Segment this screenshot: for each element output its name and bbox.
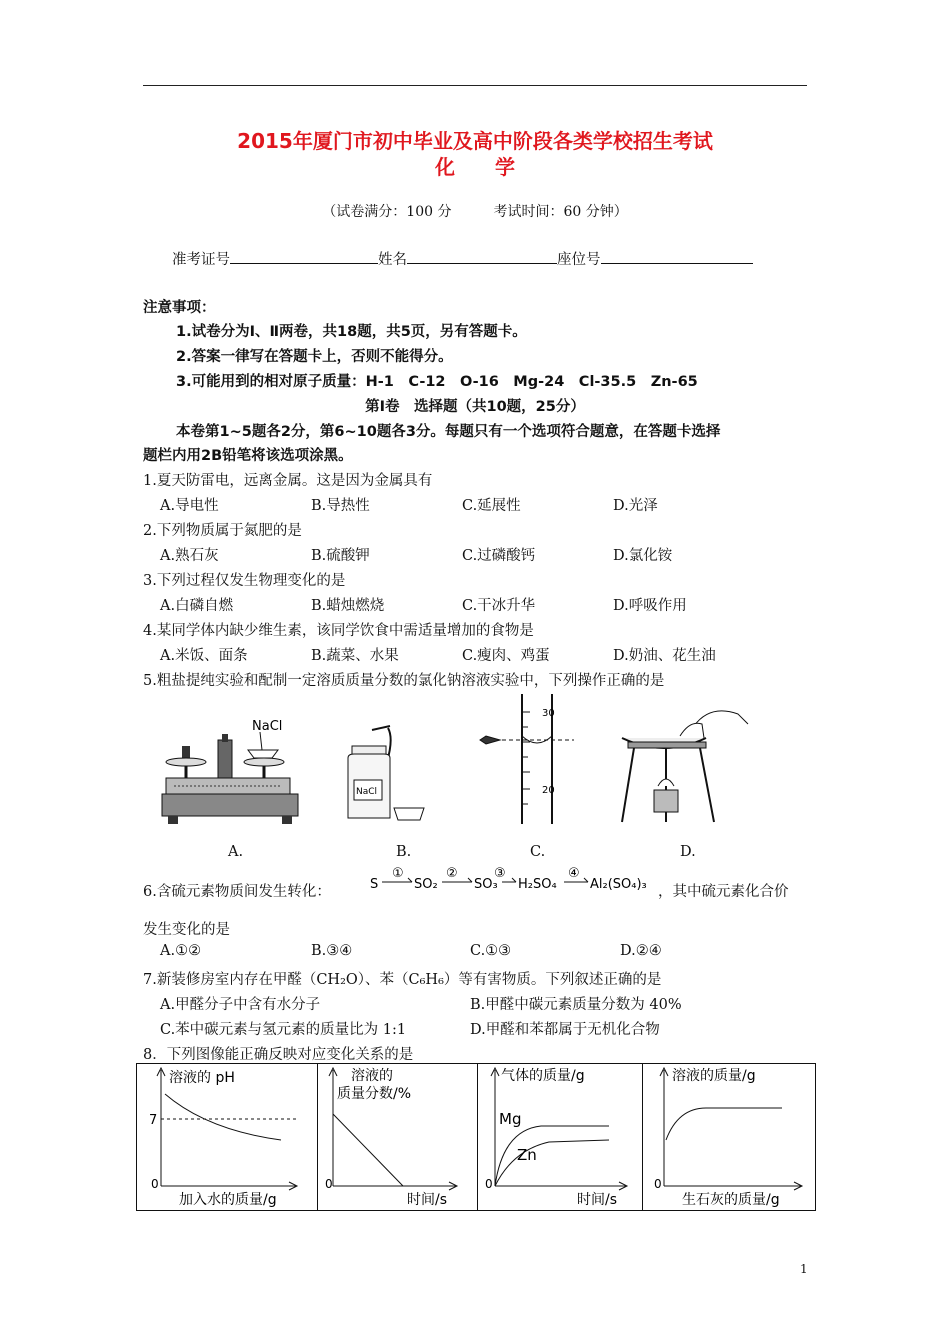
graph-b-origin: 0 [325,1177,333,1191]
figure-label-c[interactable]: C. [530,844,546,860]
question-stem-tail: ，其中硫元素化合价 [658,884,789,900]
question-stem: 5.粗盐提纯实验和配制一定溶质质量分数的氯化钠溶液实验中，下列操作正确的是 [143,673,665,689]
candidate-fields [172,248,753,269]
option-c[interactable]: C.过磷酸钙 [462,548,536,564]
nacl-label: NaCl [252,719,283,734]
option-b[interactable]: B.导热性 [311,498,370,514]
graph-d-xlabel: 生石灰的质量/g [682,1192,780,1208]
subject-title: 化 学 [435,155,515,179]
graph-a-origin: 0 [151,1177,159,1191]
chain-so2: SO₂ [414,877,438,892]
option-a[interactable]: A.米饭、面条 [160,648,248,664]
tick-20: 20 [542,785,555,796]
graph-a[interactable] [137,1064,318,1210]
question-stem: 2.下列物质属于氮肥的是 [143,523,302,539]
graph-a-ylabel: 溶液的 pH [169,1070,235,1086]
option-a[interactable]: A.导电性 [160,498,219,514]
option-a[interactable]: A.甲醛分子中含有水分子 [160,997,321,1013]
section-title: 第Ⅰ卷 选择题（共10题，25分） [365,399,585,415]
reagent-jar-illustration [340,722,440,832]
notice-item: 2.答案一律写在答题卡上，否则不能得分。 [176,349,453,365]
option-a[interactable]: A.白磷自燃 [160,598,234,614]
question-stem: 8．下列图像能正确反映对应变化关系的是 [143,1047,414,1063]
name-blank[interactable] [407,249,557,264]
graph-b-ylabel-2: 质量分数/% [337,1086,412,1102]
option-b[interactable]: B.蔬菜、水果 [311,648,399,664]
chain-step-3: ③ [494,866,506,881]
evaporation-illustration [618,702,758,832]
graph-c-origin: 0 [485,1177,493,1191]
question-stem: 7.新装修房室内存在甲醛（CH₂O）、苯（C₆H₆）等有害物质。下列叙述正确的是 [143,972,662,988]
exam-meta: （试卷满分：100 分 考试时间：60 分钟） [322,204,628,220]
question-stem: 3.下列过程仅发生物理变化的是 [143,573,346,589]
question-stem: 4.某同学体内缺少维生素，该同学饮食中需适量增加的食物是 [143,623,534,639]
tick-30: 30 [542,708,555,719]
seat-blank[interactable] [601,249,753,264]
figure-label-a[interactable]: A. [228,844,244,860]
option-b[interactable]: B.甲醛中碳元素质量分数为 40% [470,997,682,1013]
option-b[interactable]: B.蜡烛燃烧 [311,598,385,614]
graph-b[interactable] [317,1064,478,1210]
graph-a-xlabel: 加入水的质量/g [179,1192,277,1208]
figure-label-b[interactable]: B. [396,844,412,860]
graph-a-mark-7: 7 [149,1113,158,1128]
option-d[interactable]: D.光泽 [613,498,658,514]
graph-b-xlabel: 时间/s [407,1192,448,1208]
graph-c-curve-mg: Mg [499,1110,522,1128]
notice-item: 1.试卷分为Ⅰ、Ⅱ两卷，共18题，共5页，另有答题卡。 [176,324,527,340]
chain-al2so43: Al₂(SO₄)₃ [590,877,647,892]
option-b[interactable]: B.③④ [311,943,353,959]
option-d[interactable]: D.氯化铵 [613,548,673,564]
option-d[interactable]: D.甲醛和苯都属于无机化合物 [470,1022,660,1038]
option-a[interactable]: A.熟石灰 [160,548,219,564]
graph-c-xlabel: 时间/s [577,1192,618,1208]
chain-step-2: ② [446,866,458,881]
exam-title: 2015年厦门市初中毕业及高中阶段各类学校招生考试 [237,129,713,153]
graph-table [136,1063,816,1211]
option-c[interactable]: C.苯中碳元素与氢元素的质量比为 1:1 [160,1022,407,1038]
question-stem: 发生变化的是 [143,922,230,938]
question-stem: 1.夏天防雷电，远离金属。这是因为金属具有 [143,473,433,489]
section-instruction: 题栏内用2B铅笔将该选项涂黑。 [143,448,353,464]
chain-step-4: ④ [568,866,580,881]
seat-label: 座位号 [557,252,601,268]
option-a[interactable]: A.①② [160,943,202,959]
name-label: 姓名 [378,252,407,268]
jar-label: NaCl [356,787,378,797]
chain-s: S [370,877,379,892]
option-c[interactable]: C.瘦肉、鸡蛋 [462,648,550,664]
graph-d[interactable] [642,1064,815,1210]
exam-no-label: 准考证号 [172,252,230,268]
graph-d-ylabel: 溶液的质量/g [672,1068,756,1084]
graph-c[interactable] [477,1064,643,1210]
option-d[interactable]: D.奶油、花生油 [613,648,716,664]
graph-b-ylabel-1: 溶液的 [351,1068,393,1084]
section-instruction: 本卷第1~5题各2分，第6~10题各3分。每题只有一个选项符合题意，在答题卡选择 [176,424,721,440]
top-rule [143,85,807,86]
option-c[interactable]: C.延展性 [462,498,521,514]
graph-c-curve-zn: Zn [517,1146,537,1164]
option-b[interactable]: B.硫酸钾 [311,548,370,564]
notice-item: 3.可能用到的相对原子质量：H-1 C-12 O-16 Mg-24 Cl-35.5 Zn-65 [176,374,698,390]
exam-no-blank[interactable] [230,249,378,264]
option-c[interactable]: C.①③ [470,943,512,959]
chain-so3: SO₃ [474,877,498,892]
measuring-cylinder-illustration [470,692,580,832]
page-number: 1 [800,1262,808,1276]
option-d[interactable]: D.②④ [620,943,662,959]
graph-d-origin: 0 [654,1177,662,1191]
option-d[interactable]: D.呼吸作用 [613,598,687,614]
chain-h2so4: H₂SO₄ [518,877,557,892]
option-c[interactable]: C.干冰升华 [462,598,536,614]
balance-illustration [160,712,300,832]
sulfur-conversion-chain [368,862,660,896]
question-stem: 6.含硫元素物质间发生转化： [143,884,331,900]
figure-label-d[interactable]: D. [680,844,696,860]
graph-c-ylabel: 气体的质量/g [501,1068,585,1084]
chain-step-1: ① [392,866,404,881]
notice-heading: 注意事项： [143,300,216,316]
